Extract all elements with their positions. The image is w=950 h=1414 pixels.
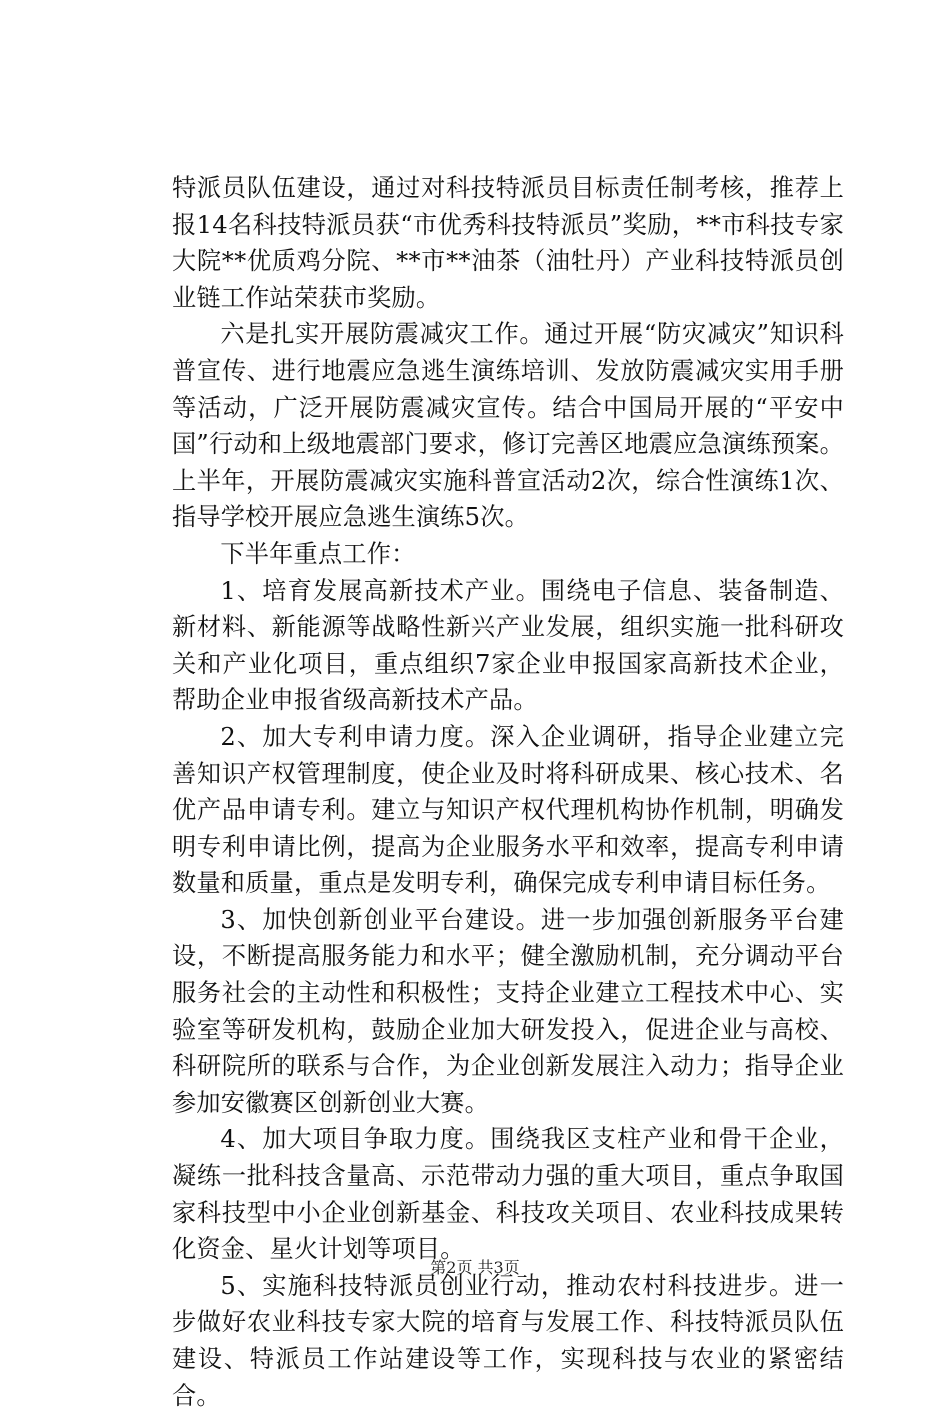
paragraph-continuation: 特派员队伍建设，通过对科技特派员目标责任制考核，推荐上报14名科技特派员获“市优秀科技特派员”奖励，**市科技专家大院**优质鸡分院、**市**油茶（油牡丹）产业科技特派员创业链工作站荣获市奖励。 [172, 174, 844, 312]
paragraph-item-5: 5、实施科技特派员创业行动，推动农村科技进步。进一步做好农业科技专家大院的培育与发展工作、科技特派员队伍建设、特派员工作站建设等工作，实现科技与农业的紧密结合。 [172, 1271, 844, 1410]
section-heading-second-half: 下半年重点工作： [220, 539, 416, 568]
paragraph-item-1: 1、培育发展高新技术产业。围绕电子信息、装备制造、新材料、新能源等战略性新兴产业发展，组织实施一批科研攻关和产业化项目，重点组织7家企业申报国家高新技术企业，帮助企业申报省级高新技术产品。 [172, 576, 844, 715]
paragraph-item-3: 3、加快创新创业平台建设。进一步加强创新服务平台建设，不断提高服务能力和水平；健全激励机制，充分调动平台服务社会的主动性和积极性；支持企业建立工程技术中心、实验室等研发机构，鼓励企业加大研发投入，促进企业与高校、科研院所的联系与合作，为企业创新发展注入动力；指导企业参加安徽赛区创新创业大赛。 [172, 905, 844, 1117]
paragraph-item-2: 2、加大专利申请力度。深入企业调研，指导企业建立完善知识产权管理制度，使企业及时将科研成果、核心技术、名优产品申请专利。建立与知识产权代理机构协作机制，明确发明专利申请比例，提高为企业服务水平和效率，提高专利申请数量和质量，重点是发明专利，确保完成专利申请目标任务。 [172, 722, 844, 898]
paragraph-item-4: 4、加大项目争取力度。围绕我区支柱产业和骨干企业，凝练一批科技含量高、示范带动力强的重大项目，重点争取国家科技型中小企业创新基金、科技攻关项目、农业科技成果转化资金、星火计划等项目。 [172, 1125, 844, 1264]
paragraph-earthquake-prevention: 六是扎实开展防震减灾工作。通过开展“防灾减灾”知识科普宣传、进行地震应急逃生演练培训、发放防震减灾实用手册等活动，广泛开展防震减灾宣传。结合中国局开展的“平安中国”行动和上级地震部门要求，修订完善区地震应急演练预案。上半年，开展防震减灾实施科普宣活动2次，综合性演练1次、指导学校开展应急逃生演练5次。 [172, 320, 844, 532]
page-number-indicator: 第2页 共3页 [430, 1258, 520, 1277]
document-body [172, 170, 844, 1414]
page-footer [0, 1258, 950, 1278]
